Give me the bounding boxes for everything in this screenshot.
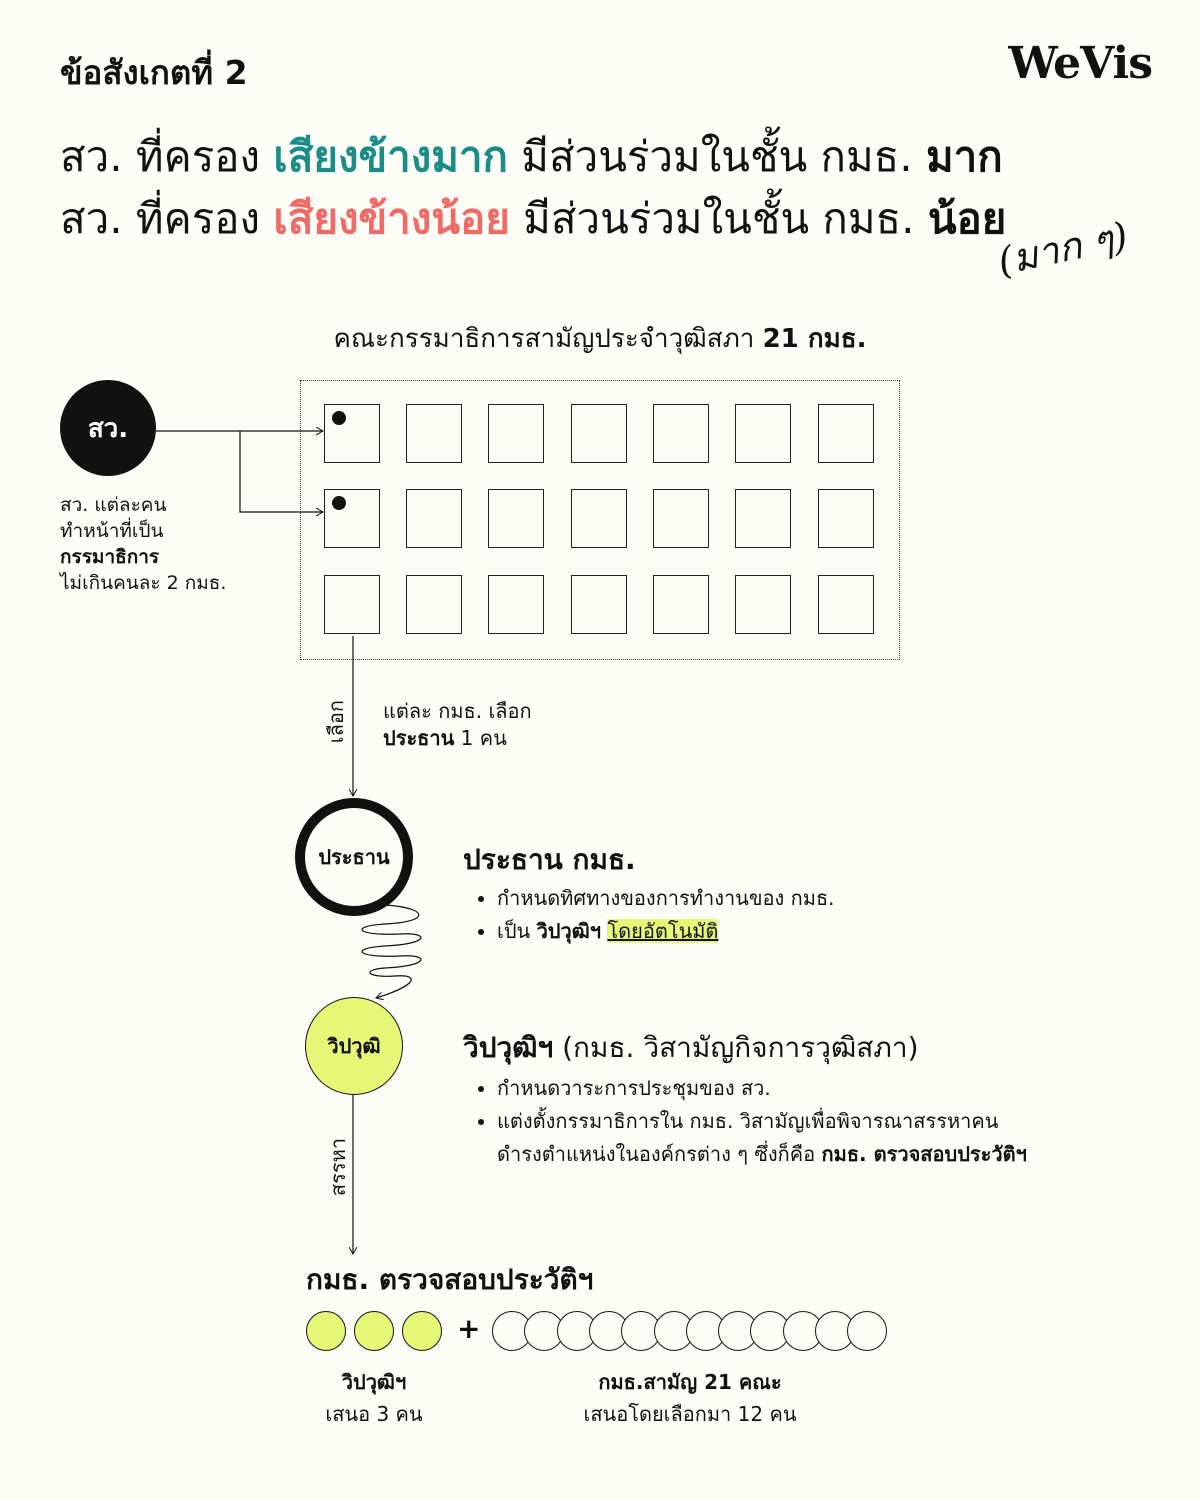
chair-bullet-1: • กำหนดทิศทางของการทำงานของ กมธ. (497, 882, 835, 915)
whip-bullets (465, 1072, 1105, 1171)
chair-circle-label: ประธาน (318, 845, 390, 869)
committee-square (488, 404, 544, 463)
each-committee-line-2: ประธาน 1 คน (383, 726, 507, 750)
whip-circle-label: วิปวุฒิ (327, 1034, 381, 1058)
chair-title: ประธาน กมธ. (463, 843, 636, 876)
committee-square (735, 489, 791, 548)
headline-2-pre: สว. ที่ครอง (60, 194, 274, 243)
chair-bullet-2: • เป็น วิปวุฒิฯ โดยอัตโนมัติ (497, 915, 835, 948)
senator-seat-dot (332, 411, 346, 425)
whip-member-circle (402, 1311, 442, 1351)
headline-1-pre: สว. ที่ครอง (60, 132, 274, 181)
senator-circle-label: สว. (87, 413, 129, 444)
senator-desc-line-3: กรรมาธิการ (60, 546, 160, 568)
senator-description (60, 492, 226, 596)
whip-caption (300, 1366, 448, 1430)
whip-circle (305, 997, 403, 1095)
headline-1-mid: มีส่วนร่วมในชั้น กมธ. (507, 132, 926, 181)
committee-count: 21 กมธ. (762, 324, 867, 354)
headline-2-end: น้อย (927, 194, 1007, 243)
whip-bullet-1: • กำหนดวาระการประชุมของ สว. (497, 1072, 1105, 1105)
each-committee-note (383, 698, 532, 752)
committee-square (571, 404, 627, 463)
headline-2-mid: มีส่วนร่วมในชั้น กมธ. (509, 194, 928, 243)
committee-square (324, 575, 380, 634)
automatic-highlight: โดยอัตโนมัติ (607, 919, 719, 943)
whip-member-circle (354, 1311, 394, 1351)
headline-1-end: มาก (925, 132, 1003, 181)
committee-square (653, 404, 709, 463)
note-label: ข้อสังเกตที่ 2 (60, 53, 248, 92)
wevis-logo: WeVis (1008, 38, 1152, 89)
senator-desc-line-1: สว. แต่ละคน (60, 494, 167, 516)
senator-seat-dot (332, 496, 346, 510)
committee-square (653, 489, 709, 548)
committee-square (818, 404, 874, 463)
whip-title: วิปวุฒิฯ (กมธ. วิสามัญกิจการวุฒิสภา) (463, 1031, 919, 1064)
committee-square (818, 489, 874, 548)
committee-square (488, 575, 544, 634)
senator-circle (60, 380, 156, 476)
each-committee-line-1: แต่ละ กมธ. เลือก (383, 699, 532, 723)
committee-square (406, 404, 462, 463)
headline-2-highlight: เสียงข้างน้อย (273, 194, 510, 243)
plus-sign: + (457, 1312, 481, 1345)
standing-committee-caption (540, 1366, 840, 1430)
committee-square (735, 575, 791, 634)
committee-square (406, 489, 462, 548)
spring-connector (362, 905, 421, 998)
standing-caption-text: เสนอโดยเลือกมา 12 คน (583, 1402, 797, 1426)
committee-title-text: คณะกรรมาธิการสามัญประจำวุฒิสภา (333, 324, 755, 354)
committee-square (571, 575, 627, 634)
senator-desc-line-2: ทำหน้าที่เป็น (60, 520, 164, 542)
whip-member-circle (306, 1311, 346, 1351)
choose-label: เลือก (324, 700, 348, 744)
vetting-committee-title: กมธ. ตรวจสอบประวัติฯ (306, 1263, 594, 1296)
committee-square (818, 575, 874, 634)
committee-square (653, 575, 709, 634)
standing-caption-title: กมธ.สามัญ 21 คณะ (598, 1370, 782, 1394)
committee-square (406, 575, 462, 634)
recruit-label: สรรหา (326, 1138, 350, 1197)
committee-square (324, 404, 380, 463)
whip-bullet-2: • แต่งตั้งกรรมาธิการใน กมธ. วิสามัญเพื่อพิจารณาสรรหาคน ดำรงตำแหน่งในองค์กรต่าง ๆ ซึ่งก็คือ กมธ. ตรวจสอบประวัติฯ (497, 1105, 1105, 1171)
committee-square (488, 489, 544, 548)
committee-square (735, 404, 791, 463)
whip-caption-title: วิปวุฒิฯ (341, 1370, 407, 1394)
headline-1-highlight: เสียงข้างมาก (273, 132, 508, 181)
committee-square (571, 489, 627, 548)
chair-circle (295, 798, 413, 916)
whip-caption-text: เสนอ 3 คน (325, 1402, 423, 1426)
handwritten-note: (มาก ๆ) (993, 213, 1132, 284)
senator-desc-line-4: ไม่เกินคนละ 2 กมธ. (60, 572, 227, 594)
chair-bullets (465, 882, 835, 948)
committee-square (324, 489, 380, 548)
